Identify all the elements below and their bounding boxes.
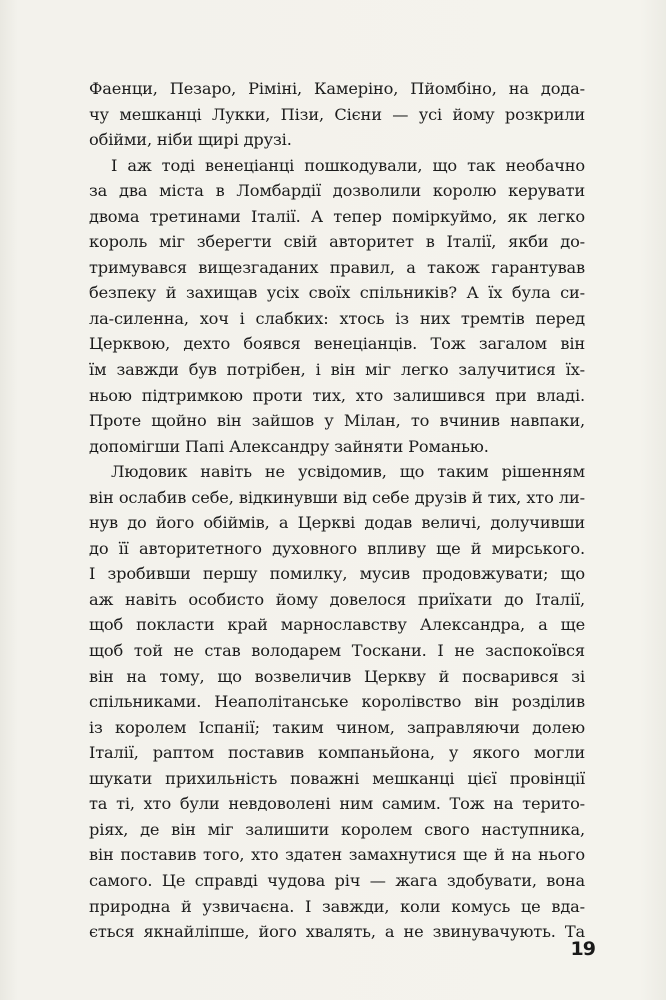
text-line: ріях, де він міг залишити королем свого наступника, [89,819,585,839]
text-line: щоб покласти край марнославству Александра, а ще [89,615,585,635]
text-line: він на тому, що возвеличив Церкву й посварився зі [89,666,585,686]
body-text [89,76,585,945]
text-line: до її авторитетного духовного впливу ще й мирського. [89,538,585,558]
text-line: допомігши Папі Александру зайняти Романью. [89,436,489,456]
text-line: нув до його обіймів, а Церкві додав величі, долучивши [89,513,585,533]
text-line: І зробивши першу помилку, мусив продовжувати; що [89,564,585,584]
text-line: щоб той не став володарем Тоскани. І не заспокоївся [89,641,585,661]
text-line: за два міста в Ломбардії дозволили королю керувати [89,181,585,201]
text-line: та ті, хто були невдоволені ним самим. Тож на терито- [89,794,585,814]
text-line: Італії, раптом поставив компаньйона, у якого могли [89,743,585,763]
text-line: чу мешканці Лукки, Пізи, Сієни — усі йому розкрили [89,104,585,124]
text-line: спільниками. Неаполітанське королівство він розділив [89,692,585,712]
text-line: король міг зберегти свій авторитет в Італії, якби до- [89,232,585,252]
text-line: шукати прихильність поважні мешканці цієї провінції [89,768,585,788]
text-line: безпеку й захищав усіх своїх спільників? А їх була си- [89,283,585,303]
text-line: природна й узвичаєна. І завжди, коли комусь це вда- [89,896,585,916]
text-line: Фаенци, Пезаро, Ріміні, Камеріно, Пйомбіно, на дода- [89,79,585,98]
text-line: ється якнайліпше, його хвалять, а не звинувачують. Та [89,922,585,942]
text-line: із королем Іспанії; таким чином, заправляючи долею [89,717,585,737]
text-line: ньою підтримкою проти тих, хто залишився при владі. [89,385,585,405]
text-line: він поставив того, хто здатен замахнутися ще й на нього [89,845,585,865]
text-line: двома третинами Італії. А тепер поміркуймо, як легко [89,206,585,226]
text-line: він ослабив себе, відкинувши від себе друзів й тих, хто ли- [89,487,585,507]
text-line: ла-силенна, хоч і слабких: хтось із них тремтів перед [89,308,585,328]
text-line: самого. Це справді чудова річ — жага здобувати, вона [89,870,585,890]
page-number: 19 [570,938,595,960]
text-line: аж навіть особисто йому довелося приїхати до Італії, [89,589,585,609]
text-line: Проте щойно він зайшов у Мілан, то вчинив навпаки, [89,411,585,431]
text-line: тримувався вищезгаданих правил, а також гарантував [89,257,585,277]
text-line: обійми, ніби щирі друзі. [89,130,292,150]
text-line: Церквою, дехто боявся венеціанців. Тож загалом він [89,334,585,354]
text-line: Людовик навіть не усвідомив, що таким рішенням [111,462,585,482]
text-line: їм завжди був потрібен, і він міг легко залучитися їх- [89,360,585,380]
text-line: І аж тоді венеціанці пошкодували, що так необачно [111,155,585,175]
